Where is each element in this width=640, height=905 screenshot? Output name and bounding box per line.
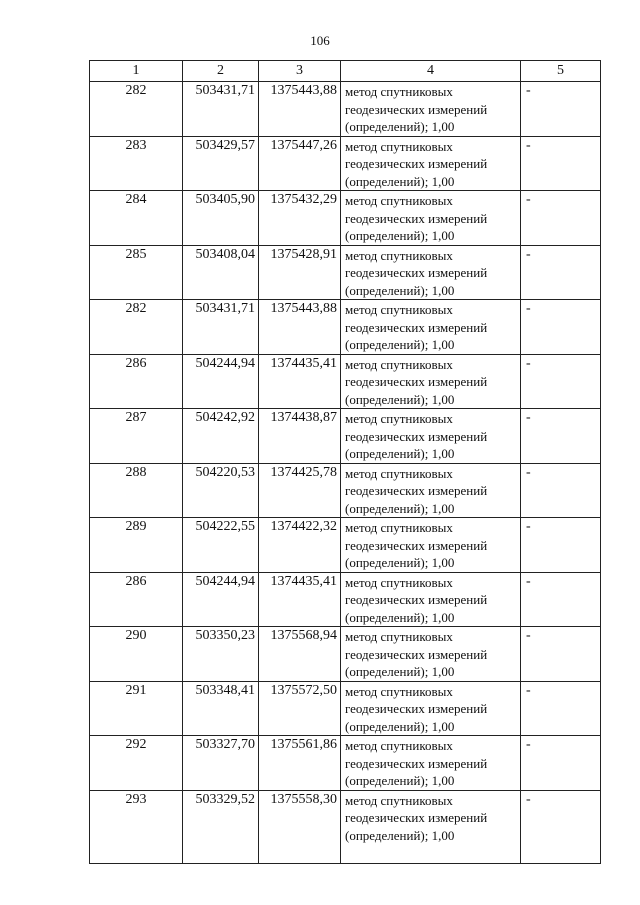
y-coordinate-cell: 1375443,88	[259, 300, 341, 355]
method-cell: метод спутниковых геодезических измерений (определений); 1,00	[341, 572, 521, 627]
method-cell: метод спутниковых геодезических измерений (определений); 1,00	[341, 790, 521, 863]
table-row	[90, 245, 601, 300]
method-cell: метод спутниковых геодезических измерений (определений); 1,00	[341, 681, 521, 736]
point-number-cell: 286	[90, 354, 183, 409]
point-number-cell: 289	[90, 518, 183, 573]
point-number-cell: 284	[90, 191, 183, 246]
point-number-cell: 291	[90, 681, 183, 736]
note-cell: -	[521, 300, 601, 355]
table-row	[90, 82, 601, 137]
point-number-cell: 285	[90, 245, 183, 300]
note-cell: -	[521, 136, 601, 191]
note-cell: -	[521, 627, 601, 682]
header-col-4: 4	[341, 61, 521, 82]
x-coordinate-cell: 503408,04	[183, 245, 259, 300]
table-row	[90, 463, 601, 518]
note-cell: -	[521, 354, 601, 409]
table-row	[90, 518, 601, 573]
note-cell: -	[521, 518, 601, 573]
point-number-cell: 290	[90, 627, 183, 682]
y-coordinate-cell: 1375558,30	[259, 790, 341, 863]
y-coordinate-cell: 1374438,87	[259, 409, 341, 464]
table-row	[90, 627, 601, 682]
x-coordinate-cell: 503327,70	[183, 736, 259, 791]
header-col-5: 5	[521, 61, 601, 82]
note-cell: -	[521, 681, 601, 736]
note-cell: -	[521, 191, 601, 246]
header-col-1: 1	[90, 61, 183, 82]
table-row	[90, 191, 601, 246]
x-coordinate-cell: 504222,55	[183, 518, 259, 573]
y-coordinate-cell: 1375447,26	[259, 136, 341, 191]
method-cell: метод спутниковых геодезических измерений (определений); 1,00	[341, 82, 521, 137]
y-coordinate-cell: 1375428,91	[259, 245, 341, 300]
point-number-cell: 287	[90, 409, 183, 464]
y-coordinate-cell: 1374435,41	[259, 572, 341, 627]
x-coordinate-cell: 504244,94	[183, 354, 259, 409]
page-number: 106	[310, 33, 330, 48]
table-row	[90, 354, 601, 409]
method-cell: метод спутниковых геодезических измерений (определений); 1,00	[341, 191, 521, 246]
x-coordinate-cell: 504244,94	[183, 572, 259, 627]
note-cell: -	[521, 463, 601, 518]
x-coordinate-cell: 503405,90	[183, 191, 259, 246]
point-number-cell: 292	[90, 736, 183, 791]
x-coordinate-cell: 503429,57	[183, 136, 259, 191]
table-header-row	[90, 61, 601, 82]
coordinates-table	[89, 60, 601, 864]
header-col-2: 2	[183, 61, 259, 82]
table-row	[90, 300, 601, 355]
point-number-cell: 286	[90, 572, 183, 627]
y-coordinate-cell: 1374422,32	[259, 518, 341, 573]
table-row	[90, 572, 601, 627]
y-coordinate-cell: 1375568,94	[259, 627, 341, 682]
x-coordinate-cell: 503350,23	[183, 627, 259, 682]
y-coordinate-cell: 1374435,41	[259, 354, 341, 409]
table-row	[90, 790, 601, 863]
point-number-cell: 283	[90, 136, 183, 191]
method-cell: метод спутниковых геодезических измерений (определений); 1,00	[341, 300, 521, 355]
note-cell: -	[521, 572, 601, 627]
table-row	[90, 736, 601, 791]
y-coordinate-cell: 1375432,29	[259, 191, 341, 246]
table-row	[90, 681, 601, 736]
y-coordinate-cell: 1375561,86	[259, 736, 341, 791]
point-number-cell: 293	[90, 790, 183, 863]
table-row	[90, 136, 601, 191]
method-cell: метод спутниковых геодезических измерений (определений); 1,00	[341, 354, 521, 409]
x-coordinate-cell: 504242,92	[183, 409, 259, 464]
method-cell: метод спутниковых геодезических измерений (определений); 1,00	[341, 409, 521, 464]
x-coordinate-cell: 503431,71	[183, 82, 259, 137]
note-cell: -	[521, 736, 601, 791]
note-cell: -	[521, 790, 601, 863]
method-cell: метод спутниковых геодезических измерений (определений); 1,00	[341, 736, 521, 791]
x-coordinate-cell: 503431,71	[183, 300, 259, 355]
method-cell: метод спутниковых геодезических измерений (определений); 1,00	[341, 245, 521, 300]
x-coordinate-cell: 503329,52	[183, 790, 259, 863]
header-col-3: 3	[259, 61, 341, 82]
note-cell: -	[521, 245, 601, 300]
point-number-cell: 282	[90, 82, 183, 137]
note-cell: -	[521, 409, 601, 464]
method-cell: метод спутниковых геодезических измерений (определений); 1,00	[341, 518, 521, 573]
point-number-cell: 288	[90, 463, 183, 518]
table-row	[90, 409, 601, 464]
note-cell: -	[521, 82, 601, 137]
y-coordinate-cell: 1374425,78	[259, 463, 341, 518]
y-coordinate-cell: 1375443,88	[259, 82, 341, 137]
point-number-cell: 282	[90, 300, 183, 355]
x-coordinate-cell: 503348,41	[183, 681, 259, 736]
y-coordinate-cell: 1375572,50	[259, 681, 341, 736]
method-cell: метод спутниковых геодезических измерений (определений); 1,00	[341, 136, 521, 191]
x-coordinate-cell: 504220,53	[183, 463, 259, 518]
method-cell: метод спутниковых геодезических измерений (определений); 1,00	[341, 627, 521, 682]
method-cell: метод спутниковых геодезических измерений (определений); 1,00	[341, 463, 521, 518]
